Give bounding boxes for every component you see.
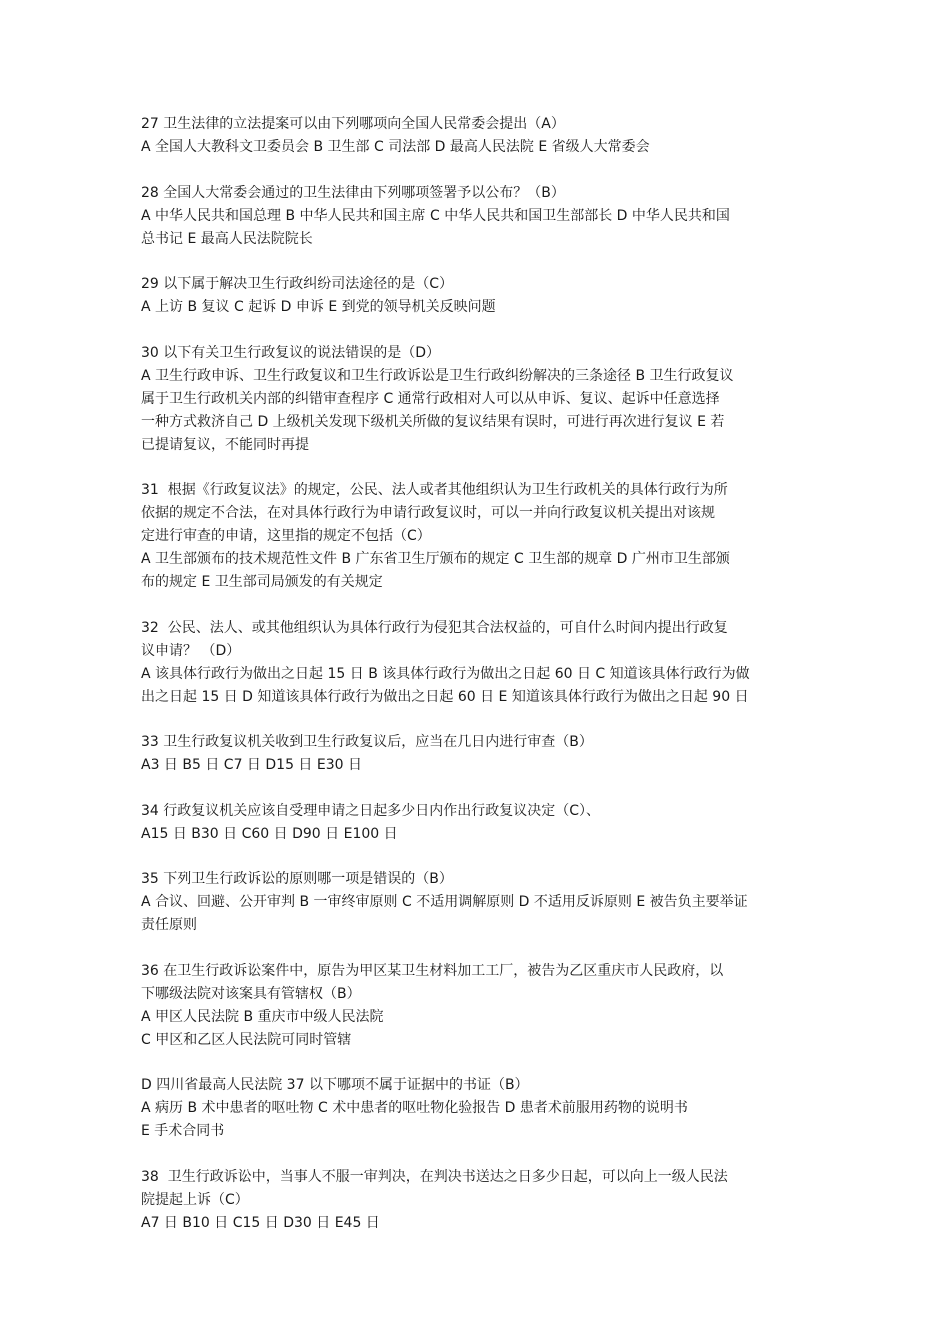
document-page xyxy=(141,113,813,1257)
question-text: 定进行审查的申请，这里指的规定不包括（C） xyxy=(141,528,431,544)
question-text: 27 卫生法律的立法提案可以由下列哪项向全国人民常委会提出（A） xyxy=(141,116,565,132)
answer-options: 总书记 E 最高人民法院院长 xyxy=(141,230,313,247)
answer-options: A 上访 B 复议 C 起诉 D 申诉 E 到党的领导机关反映问题 xyxy=(141,299,496,315)
answer-options: 已提请复议，不能同时再提 xyxy=(141,436,309,453)
answer-options: A7 日 B10 日 C15 日 D30 日 E45 日 xyxy=(141,1214,380,1231)
answer-options: A 甲区人民法院 B 重庆市中级人民法院 xyxy=(141,1008,384,1025)
question-29 xyxy=(141,273,813,319)
question-text: 议申请？ （D） xyxy=(141,642,241,659)
answer-options: 布的规定 E 卫生部司局颁发的有关规定 xyxy=(141,574,383,590)
question-text: 34 行政复议机关应该自受理申请之日起多少日内作出行政复议决定（C）、 xyxy=(141,802,601,819)
question-text: 院提起上诉（C） xyxy=(141,1191,249,1208)
question-30 xyxy=(141,342,813,457)
question-text: 依据的规定不合法，在对具体行政行为申请行政复议时，可以一并向行政复议机关提出对该规 xyxy=(141,505,715,521)
answer-options: A 该具体行政行为做出之日起 15 日 B 该具体行政行为做出之日起 60 日 C 知道该具体行政行为做 xyxy=(141,665,750,682)
question-36 xyxy=(141,960,813,1052)
question-38 xyxy=(141,1166,813,1235)
question-31 xyxy=(141,479,813,594)
answer-options: C 甲区和乙区人民法院可同时管辖 xyxy=(141,1031,352,1048)
question-35 xyxy=(141,868,813,937)
answer-options: A 病历 B 术中患者的呕吐物 C 术中患者的呕吐物化验报告 D 患者术前服用药物的说明书 xyxy=(141,1100,688,1116)
question-text: 下哪级法院对该案具有管辖权（B） xyxy=(141,985,361,1002)
question-text: D 四川省最高人民法院 37 以下哪项不属于证据中的书证（B） xyxy=(141,1077,529,1093)
question-28 xyxy=(141,182,813,251)
question-32 xyxy=(141,617,813,709)
question-text: 32 公民、法人、或其他组织认为具体行政行为侵犯其合法权益的，可自什么时间内提出行政复 xyxy=(141,619,728,636)
answer-options: 出之日起 15 日 D 知道该具体行政行为做出之日起 60 日 E 知道该具体行政行为做出之日起 90 日 xyxy=(141,688,749,705)
answer-options: A3 日 B5 日 C7 日 D15 日 E30 日 xyxy=(141,757,362,773)
answer-options: A 合议、回避、公开审判 B 一审终审原则 C 不适用调解原则 D 不适用反诉原则 E 被告负主要举证 xyxy=(141,894,748,910)
answer-options: A 全国人大教科文卫委员会 B 卫生部 C 司法部 D 最高人民法院 E 省级人大常委会 xyxy=(141,139,650,155)
answer-options: A 中华人民共和国总理 B 中华人民共和国主席 C 中华人民共和国卫生部部长 D 中华人民共和国 xyxy=(141,207,730,224)
question-text: 33 卫生行政复议机关收到卫生行政复议后，应当在几日内进行审查（B） xyxy=(141,734,593,750)
answer-options: 责任原则 xyxy=(141,917,197,933)
answer-options: E 手术合同书 xyxy=(141,1123,225,1139)
question-34 xyxy=(141,800,813,846)
question-text: 31 根据《行政复议法》的规定，公民、法人或者其他组织认为卫生行政机关的具体行政行为所 xyxy=(141,482,728,498)
question-text: 28 全国人大常委会通过的卫生法律由下列哪项签署予以公布？（B） xyxy=(141,184,565,201)
answer-options: 属于卫生行政机关内部的纠错审查程序 C 通常行政相对人可以从申诉、复议、起诉中任意选择 xyxy=(141,390,720,407)
answer-options: A 卫生行政申诉、卫生行政复议和卫生行政诉讼是卫生行政纠纷解决的三条途径 B 卫生行政复议 xyxy=(141,367,734,384)
question-text: 30 以下有关卫生行政复议的说法错误的是（D） xyxy=(141,344,441,361)
question-text: 36 在卫生行政诉讼案件中，原告为甲区某卫生材料加工工厂，被告为乙区重庆市人民政府，以 xyxy=(141,962,724,979)
question-37 xyxy=(141,1074,813,1143)
question-text: 35 下列卫生行政诉讼的原则哪一项是错误的（B） xyxy=(141,871,453,887)
question-33 xyxy=(141,731,813,777)
answer-options: A 卫生部颁布的技术规范性文件 B 广东省卫生厅颁布的规定 C 卫生部的规章 D 广州市卫生部颁 xyxy=(141,551,730,567)
question-text: 29 以下属于解决卫生行政纠纷司法途径的是（C） xyxy=(141,276,454,292)
answer-options: 一种方式救济自己 D 上级机关发现下级机关所做的复议结果有误时，可进行再次进行复议 E 若 xyxy=(141,413,725,430)
question-27 xyxy=(141,113,813,159)
question-text: 38 卫生行政诉讼中，当事人不服一审判决，在判决书送达之日多少日起，可以向上一级人民法 xyxy=(141,1168,728,1185)
answer-options: A15 日 B30 日 C60 日 D90 日 E100 日 xyxy=(141,825,398,842)
